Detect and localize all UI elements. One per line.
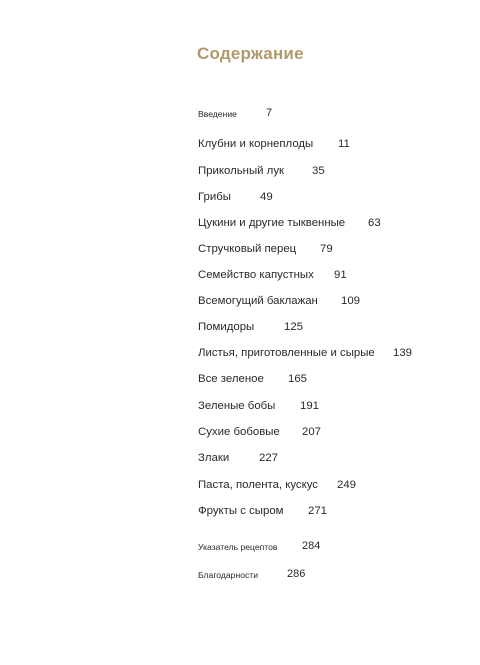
toc-entry-label: Введение [198, 109, 237, 119]
toc-entry-page: 63 [368, 217, 381, 229]
toc-entry-label: Прикольный лук [198, 165, 284, 177]
toc-entry-label: Помидоры [198, 321, 255, 333]
toc-entry-page: 139 [393, 347, 413, 359]
toc-entry-index [198, 540, 321, 552]
toc-entry-label: Зеленые бобы [198, 400, 276, 412]
toc-entry-page: 249 [337, 479, 357, 491]
toc-entry-mushrooms [198, 191, 273, 203]
toc-entry-label: Паста, полента, кускус [198, 479, 318, 491]
toc-entry-dry-legumes [198, 426, 322, 438]
toc-entry-page: 91 [334, 269, 347, 281]
toc-entry-label: Листья, приготовленные и сырые [198, 347, 375, 359]
toc-entry-page: 165 [288, 373, 308, 385]
toc-entry-onion [198, 165, 325, 177]
toc-entry-label: Грибы [198, 191, 231, 203]
toc-entry-label: Стручковый перец [198, 243, 297, 255]
toc-entry-page: 271 [308, 505, 328, 517]
toc-entry-tomatoes [198, 321, 304, 333]
toc-entry-label: Злаки [198, 452, 230, 464]
toc-entry-label: Благодарности [198, 570, 259, 580]
toc-entry-page: 11 [338, 138, 350, 150]
toc-entry-page: 49 [260, 191, 273, 203]
toc-title: Содержание [197, 44, 304, 63]
toc-entry-label: Всемогущий баклажан [198, 295, 318, 307]
toc-entry-page: 286 [287, 568, 306, 580]
toc-entry-label: Клубни и корнеплоды [198, 138, 314, 150]
toc-entry-greens [198, 373, 308, 385]
toc-entry-label: Фрукты с сыром [198, 505, 284, 517]
toc-entry-acknowledgements [198, 568, 306, 580]
toc-entry-page: 109 [341, 295, 361, 307]
toc-entry-pasta [198, 479, 357, 491]
toc-entry-label: Сухие бобовые [198, 426, 280, 438]
toc-entry-introduction [198, 107, 273, 119]
toc-entry-page: 227 [259, 452, 279, 464]
toc-entry-cabbage [198, 269, 347, 281]
toc-entry-tubers [198, 138, 350, 150]
toc-entry-fruits [198, 505, 328, 517]
toc-entry-page: 284 [302, 540, 321, 552]
toc-entry-label: Цукини и другие тыквенные [198, 217, 346, 229]
toc-entry-page: 125 [284, 321, 304, 333]
toc-entry-page: 7 [266, 107, 273, 119]
toc-entry-label: Семейство капустных [198, 269, 314, 281]
toc-entry-eggplant [198, 295, 361, 307]
toc-entry-page: 35 [312, 165, 325, 177]
toc-entry-page: 79 [320, 243, 333, 255]
toc-entry-page: 191 [300, 400, 320, 412]
toc-entry-label: Указатель рецептов [198, 542, 278, 552]
toc-entry-grains [198, 452, 279, 464]
toc-entry-zucchini [198, 217, 381, 229]
toc-entry-peppers [198, 243, 333, 255]
toc-entry-green-beans [198, 400, 320, 412]
toc-entry-leaves [198, 347, 413, 359]
toc-entry-page: 207 [302, 426, 322, 438]
toc-entry-label: Все зеленое [198, 373, 264, 385]
